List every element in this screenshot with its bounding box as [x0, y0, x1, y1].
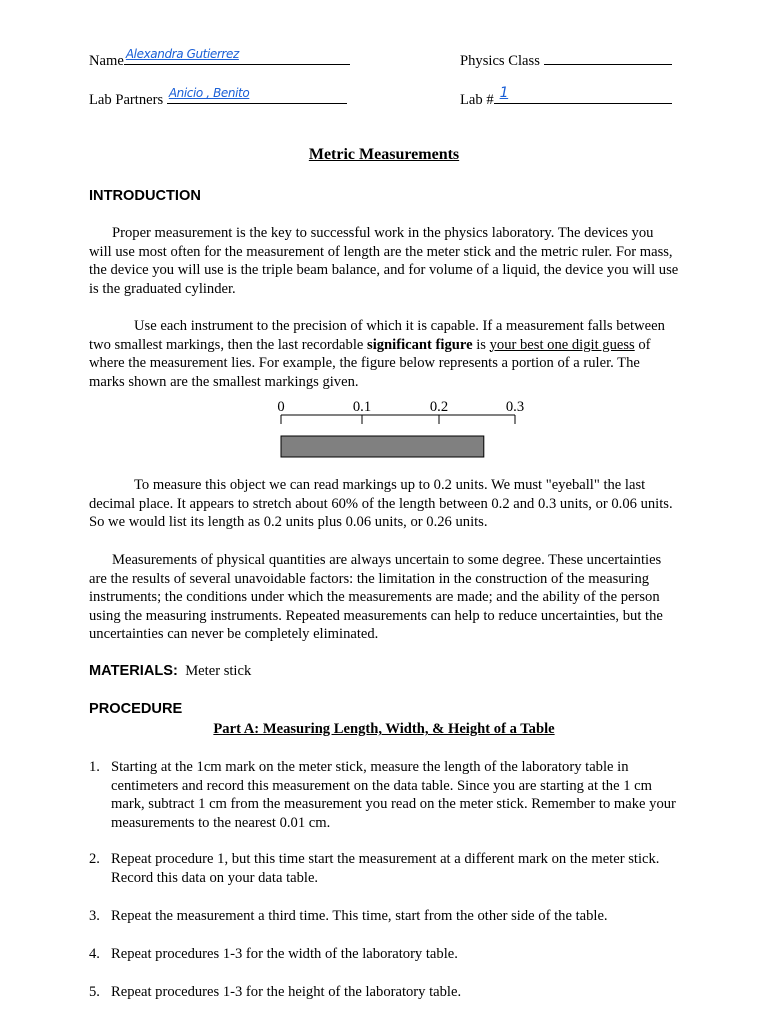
- page-title: Metric Measurements: [308, 146, 460, 163]
- ruler-tick-label-0-1: 0.1: [352, 399, 372, 415]
- physics-class-field-row: [460, 49, 672, 71]
- physics-class-field[interactable]: [544, 49, 672, 65]
- ruler-figure: [270, 394, 530, 464]
- name-field[interactable]: [124, 49, 350, 65]
- p2-best-guess: your best one digit guess: [489, 336, 635, 353]
- lab-number-label: Lab #: [460, 92, 494, 108]
- lab-partners-label: Lab Partners: [89, 92, 164, 108]
- step-number: 3.: [89, 908, 100, 924]
- p2-significant-figure: significant figure: [367, 336, 473, 353]
- ruler-tick-label-0: 0: [277, 399, 285, 415]
- p2-text-b: is: [472, 336, 490, 353]
- introduction-heading: INTRODUCTION: [89, 188, 201, 204]
- step-text: Repeat procedures 1-3 for the width of the laboratory table.: [111, 946, 458, 962]
- measured-object-bar: [281, 436, 484, 457]
- lab-number-field-row: [460, 85, 672, 110]
- procedure-heading: PROCEDURE: [89, 701, 183, 717]
- intro-paragraph-1: Proper measurement is the key to successful work in the physics laboratory. The devices you will use most often for the measurement of length are the meter stick and the metric ruler. For mass, the device you will use is the triple beam balance, and for volume of a liquid, the device you will use is the graduated cylinder.: [89, 225, 679, 297]
- procedure-step: [89, 758, 679, 832]
- p2-text-a: Use each instrument to the precision of which it is capable. If a measurement falls between two smallest markings, then the last recordable: [89, 318, 665, 353]
- step-text: Starting at the 1cm mark on the meter stick, measure the length of the laboratory table in centimeters and record this measurement on the data table. Since you are starting at the 1 cm mark, subtract 1 cm from the measurement you read on the meter stick. Remember to make your measurements to the nearest 0.01 cm.: [111, 759, 676, 831]
- lab-partners-field[interactable]: [167, 88, 347, 104]
- materials-text: Meter stick: [185, 663, 252, 679]
- ruler-tick-label-0-2: 0.2: [429, 399, 449, 415]
- intro-paragraph-2: [89, 317, 679, 391]
- materials-row: [89, 662, 251, 681]
- lab-partners-handwritten-value: Anicio , Benito: [168, 86, 250, 101]
- ruler-tick-label-0-3: 0.3: [505, 399, 525, 415]
- step-number: 1.: [89, 759, 100, 775]
- physics-class-label: Physics Class: [460, 53, 540, 69]
- procedure-step: [89, 907, 679, 926]
- step-text: Repeat procedure 1, but this time start the measurement at a different mark on the meter stick. Record this data on your data table.: [111, 851, 660, 886]
- step-number: 4.: [89, 946, 100, 962]
- p2-text-c: of where the measurement lies. For example, the figure below represents a portion of a ruler. The marks shown are the smallest markings given.: [89, 336, 651, 390]
- lab-partners-field-row: [89, 88, 347, 110]
- step-number: 5.: [89, 984, 100, 1000]
- name-label: Name: [89, 53, 124, 69]
- name-field-row: [89, 49, 350, 71]
- part-a-title: Part A: Measuring Length, Width, & Height of a Table: [213, 721, 555, 737]
- name-handwritten-value: Alexandra Gutierrez: [125, 47, 239, 62]
- procedure-step: [89, 850, 679, 887]
- lab-number-handwritten-value: 1: [499, 85, 509, 102]
- step-text: Repeat procedures 1-3 for the height of the laboratory table.: [111, 984, 462, 1000]
- intro-paragraph-4: Measurements of physical quantities are always uncertain to some degree. These uncertainties are the results of several unavoidable factors: the limitation in the construction of the measuring instruments; the conditions under which the measurements are made; and the ability of the person using the measuring instruments. Repeated measurements can help to reduce uncertainties, but the uncertainties can never be completely eliminated.: [89, 552, 663, 643]
- materials-heading: MATERIALS:: [89, 663, 178, 679]
- procedure-step: [89, 945, 679, 964]
- step-text: Repeat the measurement a third time. This time, start from the other side of the table.: [111, 908, 608, 924]
- procedure-step: [89, 983, 679, 1002]
- intro-paragraph-3: To measure this object we can read markings up to 0.2 units. We must "eyeball" the last decimal place. It appears to stretch about 60% of the length between 0.2 and 0.3 units, or 0.06 units. So we would list its length as 0.2 units plus 0.06 units, or 0.26 units.: [89, 477, 673, 531]
- lab-number-field[interactable]: [494, 85, 672, 104]
- step-number: 2.: [89, 851, 100, 867]
